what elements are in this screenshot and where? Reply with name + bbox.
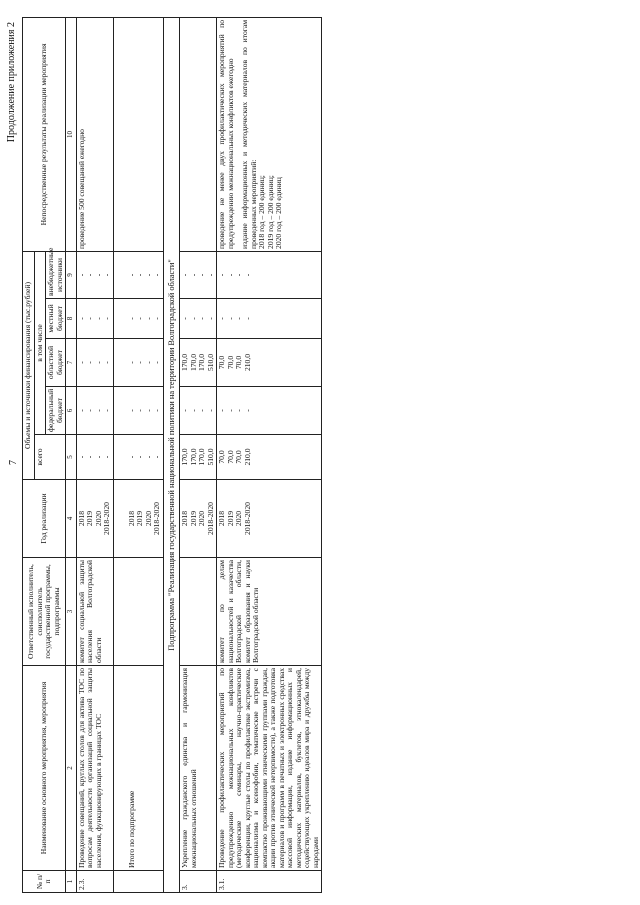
row-name: Проведение совещаний, круглых столов для актива ТОС по вопросам деятельности организаций социальной защиты населения, функционирующих в границах ТОС	[76, 666, 113, 871]
col-num: 9	[66, 251, 77, 298]
row-result	[113, 17, 163, 251]
row-reg: - - - -	[76, 339, 113, 387]
result-line: 2020 год – 200 единиц	[274, 177, 284, 249]
column-number-row	[66, 17, 77, 892]
row-loc: - - - -	[180, 299, 217, 339]
table-row	[217, 17, 322, 892]
row-ext: - - - -	[180, 251, 217, 298]
row-result: проведение 500 совещаний ежегодно	[76, 17, 113, 251]
row-name: Укрепление гражданского единства и гармонизация межнациональных отношений	[180, 666, 217, 871]
col-num: 10	[66, 17, 77, 251]
row-num: 3.1.	[217, 871, 322, 893]
row-fed: - - - -	[113, 387, 163, 435]
row-num: 3.	[180, 871, 217, 893]
row-executor	[113, 558, 163, 666]
row-executor: комитет социальной защиты населения Волгоградской области	[76, 558, 113, 666]
row-years: 2018 2019 2020 2018-2020	[217, 480, 322, 558]
table-row	[76, 17, 113, 892]
row-fed: - - - -	[180, 387, 217, 435]
row-years: 2018 2019 2020 2018-2020	[113, 480, 163, 558]
header-total: всего	[34, 435, 66, 480]
row-reg: - - - -	[113, 339, 163, 387]
program-table	[22, 17, 322, 893]
row-loc: - - - -	[76, 299, 113, 339]
row-name: Проведение профилактических мероприятий по предупреждению межнациональных конфликтов (методические семинары, научно-практические конференции, круглые столы по профилактике экстремизма, национализма и ксенофобии, тематические встречи с компактно проживающими этническими группами граждан, акции против этнической нетерпимости), а также подготовка материалов и программ в печатных и электронных средствах массовой информации, издание информационных и методических материалов, буклетов, этнокалендарей, содействующих укреплению идеалов мира и дружбы между народами	[217, 666, 322, 871]
row-total: 70,0 70,0 70,0 210,0	[217, 435, 322, 480]
result-text: издание информационных и методических материалов по итогам проведенных мероприятий:	[240, 19, 258, 249]
row-loc: - - - -	[113, 299, 163, 339]
header-result: Непосредственные результаты реализации мероприятия	[23, 17, 66, 251]
row-total: - - - -	[113, 435, 163, 480]
header-executor: Ответственный исполнитель, соисполнитель государственной программы, подпрограммы	[23, 558, 66, 666]
row-executor	[180, 558, 217, 666]
table-row	[180, 17, 217, 892]
col-num: 2	[66, 666, 77, 871]
row-fed: - - - -	[217, 387, 322, 435]
row-loc: - - - -	[217, 299, 322, 339]
subprogram-title: Подпрограмма "Реализация государственной национальной политики на территории Волгоградской области"	[163, 17, 179, 892]
col-num: 5	[66, 435, 77, 480]
row-years: 2018 2019 2020 2018-2020	[76, 480, 113, 558]
row-years: 2018 2019 2020 2018-2020	[180, 480, 217, 558]
continuation-label: Продолжение приложения 2	[6, 22, 17, 143]
col-num: 8	[66, 299, 77, 339]
table-row	[113, 17, 163, 892]
subprogram-row	[163, 17, 179, 892]
result-text: проведение не менее двух профилактических мероприятий по предупреждению межнациональных конфликтов ежегодно	[217, 19, 235, 249]
row-reg: 170,0 170,0 170,0 510,0	[180, 339, 217, 387]
row-num: 2.3.	[76, 871, 113, 893]
header-name: Наименование основного мероприятия, мероприятия	[23, 666, 66, 871]
col-num: 7	[66, 339, 77, 387]
row-ext: - - - -	[76, 251, 113, 298]
header-num: № п/п	[23, 871, 66, 893]
row-total: 170,0 170,0 170,0 510,0	[180, 435, 217, 480]
result-line: 2018 год – 200 единиц;	[257, 175, 267, 249]
header-fed: федеральный бюджет	[46, 387, 66, 435]
row-reg: 70,0 70,0 70,0 210,0	[217, 339, 322, 387]
result-line: 2019 год – 200 единиц;	[265, 175, 275, 249]
header-year: Год реализации	[23, 480, 66, 558]
row-result	[180, 17, 217, 251]
row-fed: - - - -	[76, 387, 113, 435]
header-loc: местный бюджет	[46, 299, 66, 339]
col-num: 1	[66, 871, 77, 893]
row-num	[113, 871, 163, 893]
row-executor: комитет по делам национальностей и казачества Волгоградской области, комитет образования и науки Волгоградской области	[217, 558, 322, 666]
header-funding: Объемы и источники финансирования (тыс.рублей)	[23, 251, 35, 479]
col-num: 4	[66, 480, 77, 558]
row-result	[217, 17, 322, 251]
header-ext: внебюджетные источники	[46, 251, 66, 298]
header-incl: в том числе	[34, 251, 46, 434]
row-total: - - - -	[76, 435, 113, 480]
page-number: 7	[8, 460, 19, 465]
row-name: Итого по подпрограмме	[113, 666, 163, 871]
col-num: 3	[66, 558, 77, 666]
row-ext: - - - -	[217, 251, 322, 298]
header-reg: областной бюджет	[46, 339, 66, 387]
col-num: 6	[66, 387, 77, 435]
row-ext: - - - -	[113, 251, 163, 298]
